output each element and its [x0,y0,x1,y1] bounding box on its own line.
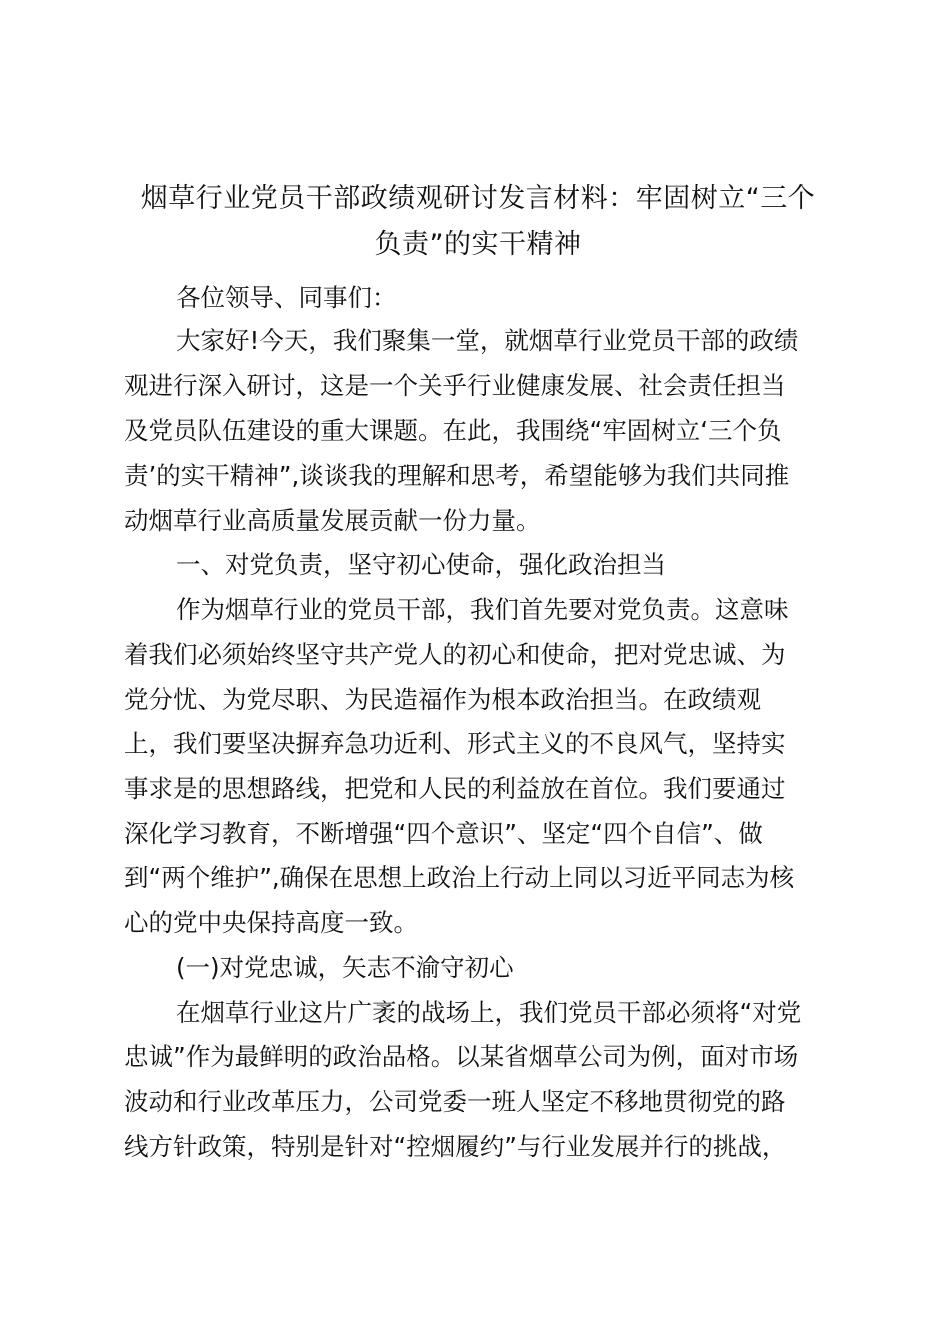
body-line: 上，我们要坚决摒弃急功近利、形式主义的不良风气，坚持实 [124,729,786,758]
body-line: 党分忧、为党尽职、为民造福作为根本政治担当。在政绩观 [124,685,761,714]
body-line: 到“两个维护”,确保在思想上政治上行动上同以习近平同志为核 [124,863,795,892]
body-line: 事求是的思想路线，把党和人民的利益放在首位。我们要通过 [124,774,786,803]
body-line: 波动和行业改革压力，公司党委一班人坚定不移地贯彻党的路 [124,1087,786,1116]
body-line: 动烟草行业高质量发展贡献一份力量。 [124,506,541,535]
body-line: 作为烟草行业的党员干部，我们首先要对党负责。这意味 [176,595,789,624]
body-line: 在烟草行业这片广袤的战场上，我们党员干部必须将“对党 [176,998,802,1027]
body-line: 线方针政策，特别是针对“控烟履约”与行业发展并行的挑战， [124,1132,787,1161]
title-line-2: 负责”的实干精神 [374,229,582,260]
body-line: 着我们必须始终坚守共产党人的初心和使命，把对党忠诚、为 [124,640,786,669]
body-line: 观进行深入研讨，这是一个关乎行业健康发展、社会责任担当 [124,371,786,400]
section-heading: 一、对党负责，坚守初心使命，强化政治担当 [176,550,666,579]
body-line: 深化学习教育，不断增强“四个意识”、坚定“四个自信”、做 [124,819,763,848]
body-line: 及党员队伍建设的重大课题。在此，我围绕“牢固树立‘三个负 [124,416,782,445]
document-title [122,176,834,268]
body-line: 忠诚”作为最鲜明的政治品格。以某省烟草公司为例，面对市场 [124,1042,799,1071]
body-line: 心的党中央保持高度一致。 [124,908,418,937]
salutation: 各位领导、同事们： [176,283,397,312]
body-line: 责’的实干精神”,谈谈我的理解和思考，希望能够为我们共同推 [124,461,790,490]
body-line: 大家好!今天，我们聚集一堂，就烟草行业党员干部的政绩 [176,326,799,355]
subsection-heading: (一)对党忠诚，矢志不渝守初心 [176,953,514,982]
title-line-1: 烟草行业党员干部政绩观研讨发言材料：牢固树立“三个 [140,183,816,214]
